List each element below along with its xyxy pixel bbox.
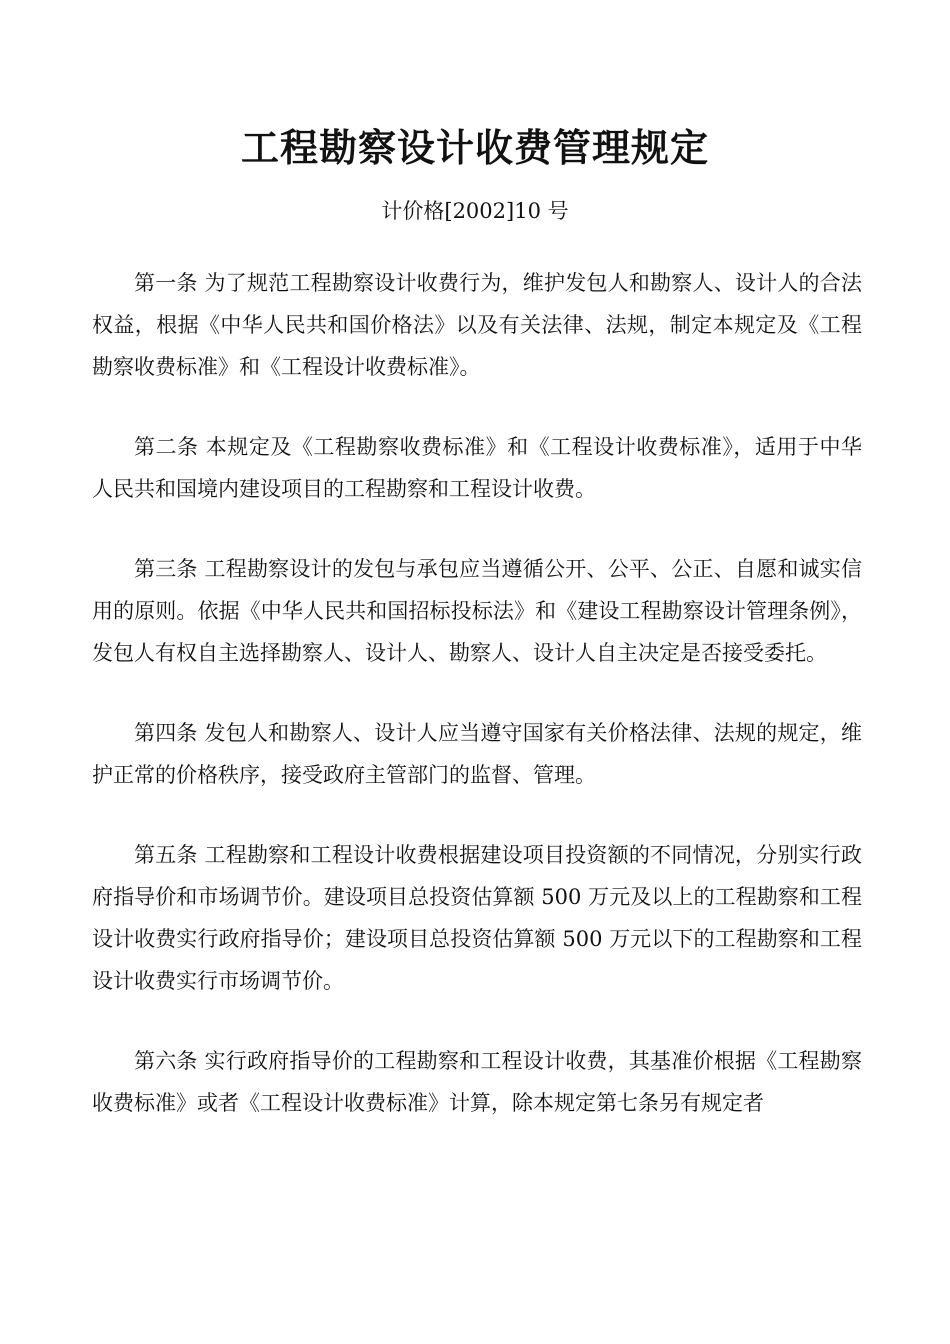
article-5: 第五条 工程勘察和工程设计收费根据建设项目投资额的不同情况，分别实行政府指导价和市场调节价。建设项目总投资估算额 500 万元及以上的工程勘察和工程设计收费实行政府指导价；建设项目总投资估算额 500 万元以下的工程勘察和工程设计收费实行市场调节价。 [92,843,862,993]
document-title: 工程勘察设计收费管理规定 [240,126,709,170]
article-3: 第三条 工程勘察设计的发包与承包应当遵循公开、公平、公正、自愿和诚实信用的原则。依据《中华人民共和国招标投标法》和《建设工程勘察设计管理条例》，发包人有权自主选择勘察人、设计人、勘察人、设计人自主决定是否接受委托。 [92,557,862,665]
article-1: 第一条 为了规范工程勘察设计收费行为，维护发包人和勘察人、设计人的合法权益，根据《中华人民共和国价格法》以及有关法律、法规，制定本规定及《工程勘察收费标准》和《工程设计收费标准》。 [92,271,862,379]
document-body [92,262,862,1162]
article-6: 第六条 实行政府指导价的工程勘察和工程设计收费，其基准价根据《工程勘察收费标准》或者《工程设计收费标准》计算，除本规定第七条另有规定者 [92,1049,862,1115]
document-number: 计价格[2002]10 号 [381,199,569,223]
article-4: 第四条 发包人和勘察人、设计人应当遵守国家有关价格法律、法规的规定，维护正常的价格秩序，接受政府主管部门的监督、管理。 [92,721,862,787]
article-2: 第二条 本规定及《工程勘察收费标准》和《工程设计收费标准》，适用于中华人民共和国境内建设项目的工程勘察和工程设计收费。 [92,435,862,501]
